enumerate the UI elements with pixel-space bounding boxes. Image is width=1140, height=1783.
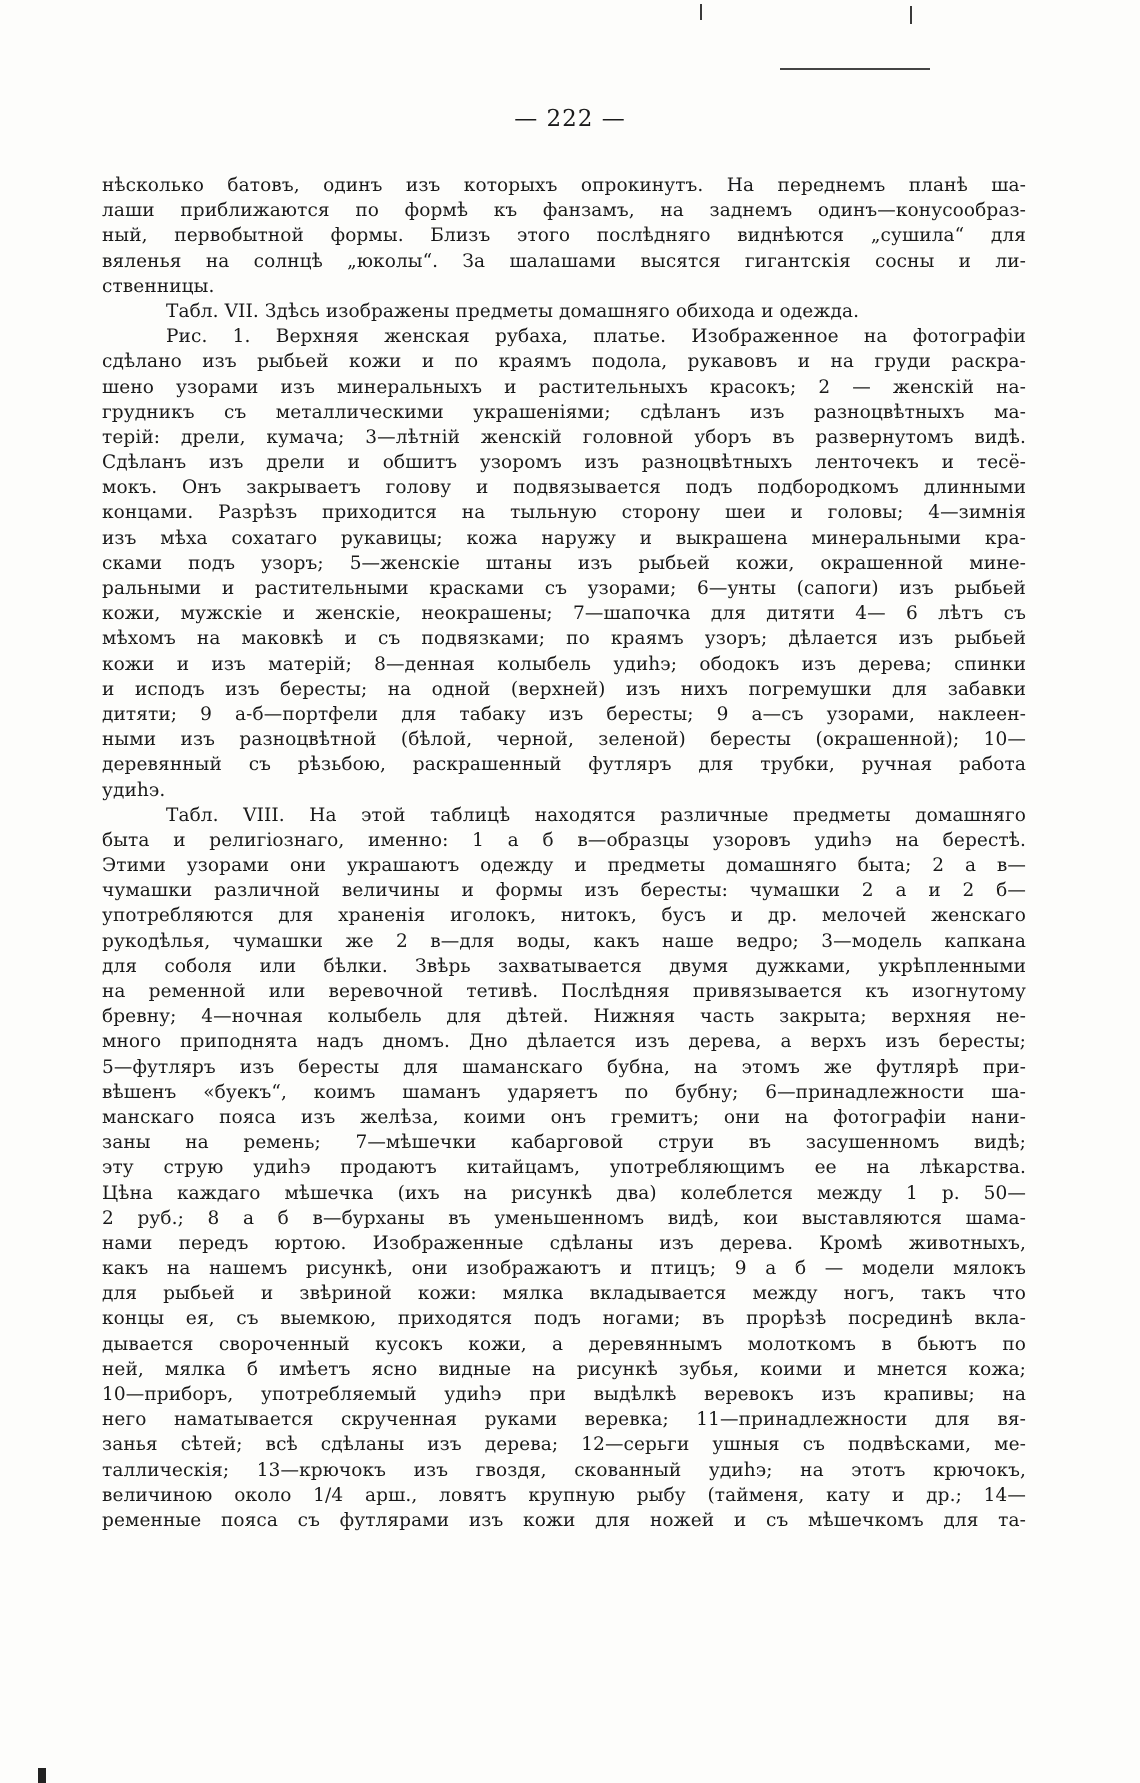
text-line: ный, первобытной формы. Близъ этого послѣдняго виднѣются „сушила“ для — [102, 225, 1026, 247]
text-line: дывается свороченный кусокъ кожи, а деревяннымъ молоткомъ в бьютъ по — [102, 1333, 1026, 1355]
body-text — [102, 173, 1026, 1533]
text-line: Табл. VIII. На этой таблицѣ находятся различные предметы домашняго — [166, 804, 1026, 826]
text-line: 2 руб.; 8 а б в—бурханы въ уменьшенномъ видѣ, кои выставляются шама- — [102, 1207, 1026, 1229]
text-line: концы ея, съ выемкою, приходятся подъ ногами; въ прорѣзѣ посрединѣ вкла- — [102, 1308, 1026, 1330]
text-line: ственницы. — [102, 275, 215, 297]
header-rule — [780, 68, 930, 70]
text-line: деревянный съ рѣзьбою, раскрашенный футляръ для трубки, ручная работа — [102, 754, 1026, 776]
text-line: чумашки различной величины и формы изъ бересты: чумашки 2 а и 2 б— — [102, 880, 1026, 902]
text-line: Рис. 1. Верхняя женская рубаха, платье. Изображенное на фотографіи — [166, 326, 1026, 348]
text-line: ременные пояса съ футлярами изъ кожи для ножей и съ мѣшечкомъ для та- — [102, 1509, 1026, 1531]
text-line: мѣхомъ на маковкѣ и съ подвязками; по краямъ узоръ; дѣлается изъ рыбьей — [102, 628, 1026, 650]
text-line: сками подъ узоръ; 5—женскіе штаны изъ рыбьей кожи, окрашенной мине- — [102, 552, 1026, 574]
page-number: — 222 — — [514, 106, 626, 132]
text-line: лаши приближаются по формѣ къ фанзамъ, на заднемъ одинъ—конусообраз- — [102, 200, 1026, 222]
text-line: Табл. VII. Здѣсь изображены предметы домашняго обихода и одежда. — [166, 300, 860, 322]
text-line: шено узорами изъ минеральныхъ и растительныхъ красокъ; 2 — женскій на- — [102, 376, 1026, 398]
text-line: на ременной или веревочной тетивѣ. Послѣдняя привязывается къ изогнутому — [102, 981, 1026, 1002]
text-line: дитяти; 9 а-б—портфели для табаку изъ бересты; 9 а—съ узорами, наклеен- — [102, 703, 1026, 725]
text-line: концами. Разрѣзъ приходится на тыльную сторону шеи и головы; 4—зимнія — [102, 502, 1026, 524]
text-line: много приподнята надъ дномъ. Дно дѣлается изъ дерева, а верхъ изъ бересты; — [102, 1031, 1026, 1053]
text-line: ральными и растительными красками съ узорами; 6—унты (сапоги) изъ рыбьей — [102, 578, 1026, 599]
text-line: сдѣлано изъ рыбьей кожи и по краямъ подола, рукавовъ и на груди раскра- — [102, 351, 1026, 373]
text-line: таллическія; 13—крючокъ изъ гвоздя, скованный удиһэ; на этотъ крючокъ, — [102, 1459, 1026, 1481]
text-line: удиһэ. — [102, 779, 166, 801]
text-line: Сдѣланъ изъ дрели и обшитъ узоромъ изъ разноцвѣтныхъ ленточекъ и тесё- — [102, 452, 1026, 474]
text-line: какъ на нашемъ рисункѣ, они изображаютъ и птицъ; 9 а б — модели мялокъ — [102, 1258, 1026, 1280]
text-line: нѣсколько батовъ, одинъ изъ которыхъ опрокинутъ. На переднемъ планѣ ша- — [102, 175, 1026, 196]
text-line: терій: дрели, кумача; 3—лѣтній женскій головной уборъ въ развернутомъ видѣ. — [102, 426, 1026, 448]
text-line: кожи и изъ матерій; 8—денная колыбель удиһэ; ободокъ изъ дерева; спинки — [102, 653, 1026, 675]
text-line: Этими узорами они украшаютъ одежду и предметы домашняго быта; 2 а в— — [102, 855, 1026, 877]
scan-edge-mark — [700, 4, 702, 20]
text-line: бревну; 4—ночная колыбель для дѣтей. Нижняя часть закрыта; верхняя не- — [102, 1006, 1026, 1028]
text-line: и исподъ изъ бересты; на одной (верхней) изъ нихъ погремушки для забавки — [102, 678, 1026, 700]
text-line: для рыбьей и звѣриной кожи: мялка вкладывается между ногъ, такъ что — [102, 1283, 1026, 1305]
scan-corner-mark — [38, 1768, 46, 1783]
text-line: вяленья на солнцѣ „юколы“. За шалашами высятся гигантскія сосны и ли- — [102, 250, 1026, 272]
text-line: мокъ. Онъ закрываетъ голову и подвязывается подъ подбородкомъ длинными — [102, 477, 1026, 499]
text-line: быта и религіознаго, именно: 1 а б в—образцы узоровъ удиһэ на берестѣ. — [102, 829, 1026, 851]
text-line: манскаго пояса изъ желѣза, коими онъ гремитъ; они на фотографіи нани- — [102, 1106, 1026, 1128]
text-line: ней, мялка б имѣетъ ясно видные на рисункѣ зубья, коими и мнется кожа; — [102, 1358, 1026, 1380]
scan-edge-mark — [910, 6, 912, 24]
text-line: заны на ремень; 7—мѣшечки кабарговой струи въ засушенномъ видѣ; — [102, 1132, 1026, 1154]
text-line: грудникъ съ металлическими украшеніями; сдѣланъ изъ разноцвѣтныхъ ма- — [102, 401, 1026, 423]
text-line: вѣшенъ «буекъ“, коимъ шаманъ ударяетъ по бубну; 6—принадлежности ша- — [102, 1081, 1026, 1103]
text-line: ными изъ разноцвѣтной (бѣлой, черной, зеленой) бересты (окрашенной); 10— — [102, 729, 1026, 751]
text-line: 5—футляръ изъ бересты для шаманскаго бубна, на этомъ же футлярѣ при- — [102, 1056, 1026, 1078]
text-line: нами передъ юртою. Изображенные сдѣланы изъ дерева. Кромѣ животныхъ, — [102, 1232, 1026, 1254]
text-line: него наматывается скрученная руками веревка; 11—принадлежности для вя- — [102, 1409, 1026, 1431]
text-line: 10—приборъ, употребляемый удиһэ при выдѣлкѣ веревокъ изъ крапивы; на — [102, 1384, 1026, 1405]
text-line: кожи, мужскіе и женскіе, неокрашены; 7—шапочка для дитяти 4— 6 лѣтъ съ — [102, 603, 1026, 625]
text-line: занья сѣтей; всѣ сдѣланы изъ дерева; 12—серьги ушныя съ подвѣсками, ме- — [102, 1434, 1026, 1456]
text-line: Цѣна каждаго мѣшечка (ихъ на рисункѣ два) колеблется между 1 р. 50— — [102, 1182, 1026, 1204]
text-line: величиною около 1/4 арш., ловятъ крупную рыбу (тайменя, кату и др.; 14— — [102, 1484, 1026, 1506]
text-line: рукодѣлья, чумашки же 2 в—для воды, какъ наше ведро; 3—модель капкана — [102, 930, 1026, 952]
text-line: изъ мѣха сохатаго рукавицы; кожа наружу и выкрашена минеральными кра- — [102, 527, 1026, 549]
text-line: эту струю удиһэ продаютъ китайцамъ, употребляющимъ ее на лѣкарства. — [102, 1157, 1026, 1179]
text-line: для соболя или бѣлки. Звѣрь захватывается двумя дужками, укрѣпленными — [102, 955, 1026, 977]
text-line: употребляются для храненія иголокъ, нитокъ, бусъ и др. мелочей женскаго — [102, 905, 1026, 927]
